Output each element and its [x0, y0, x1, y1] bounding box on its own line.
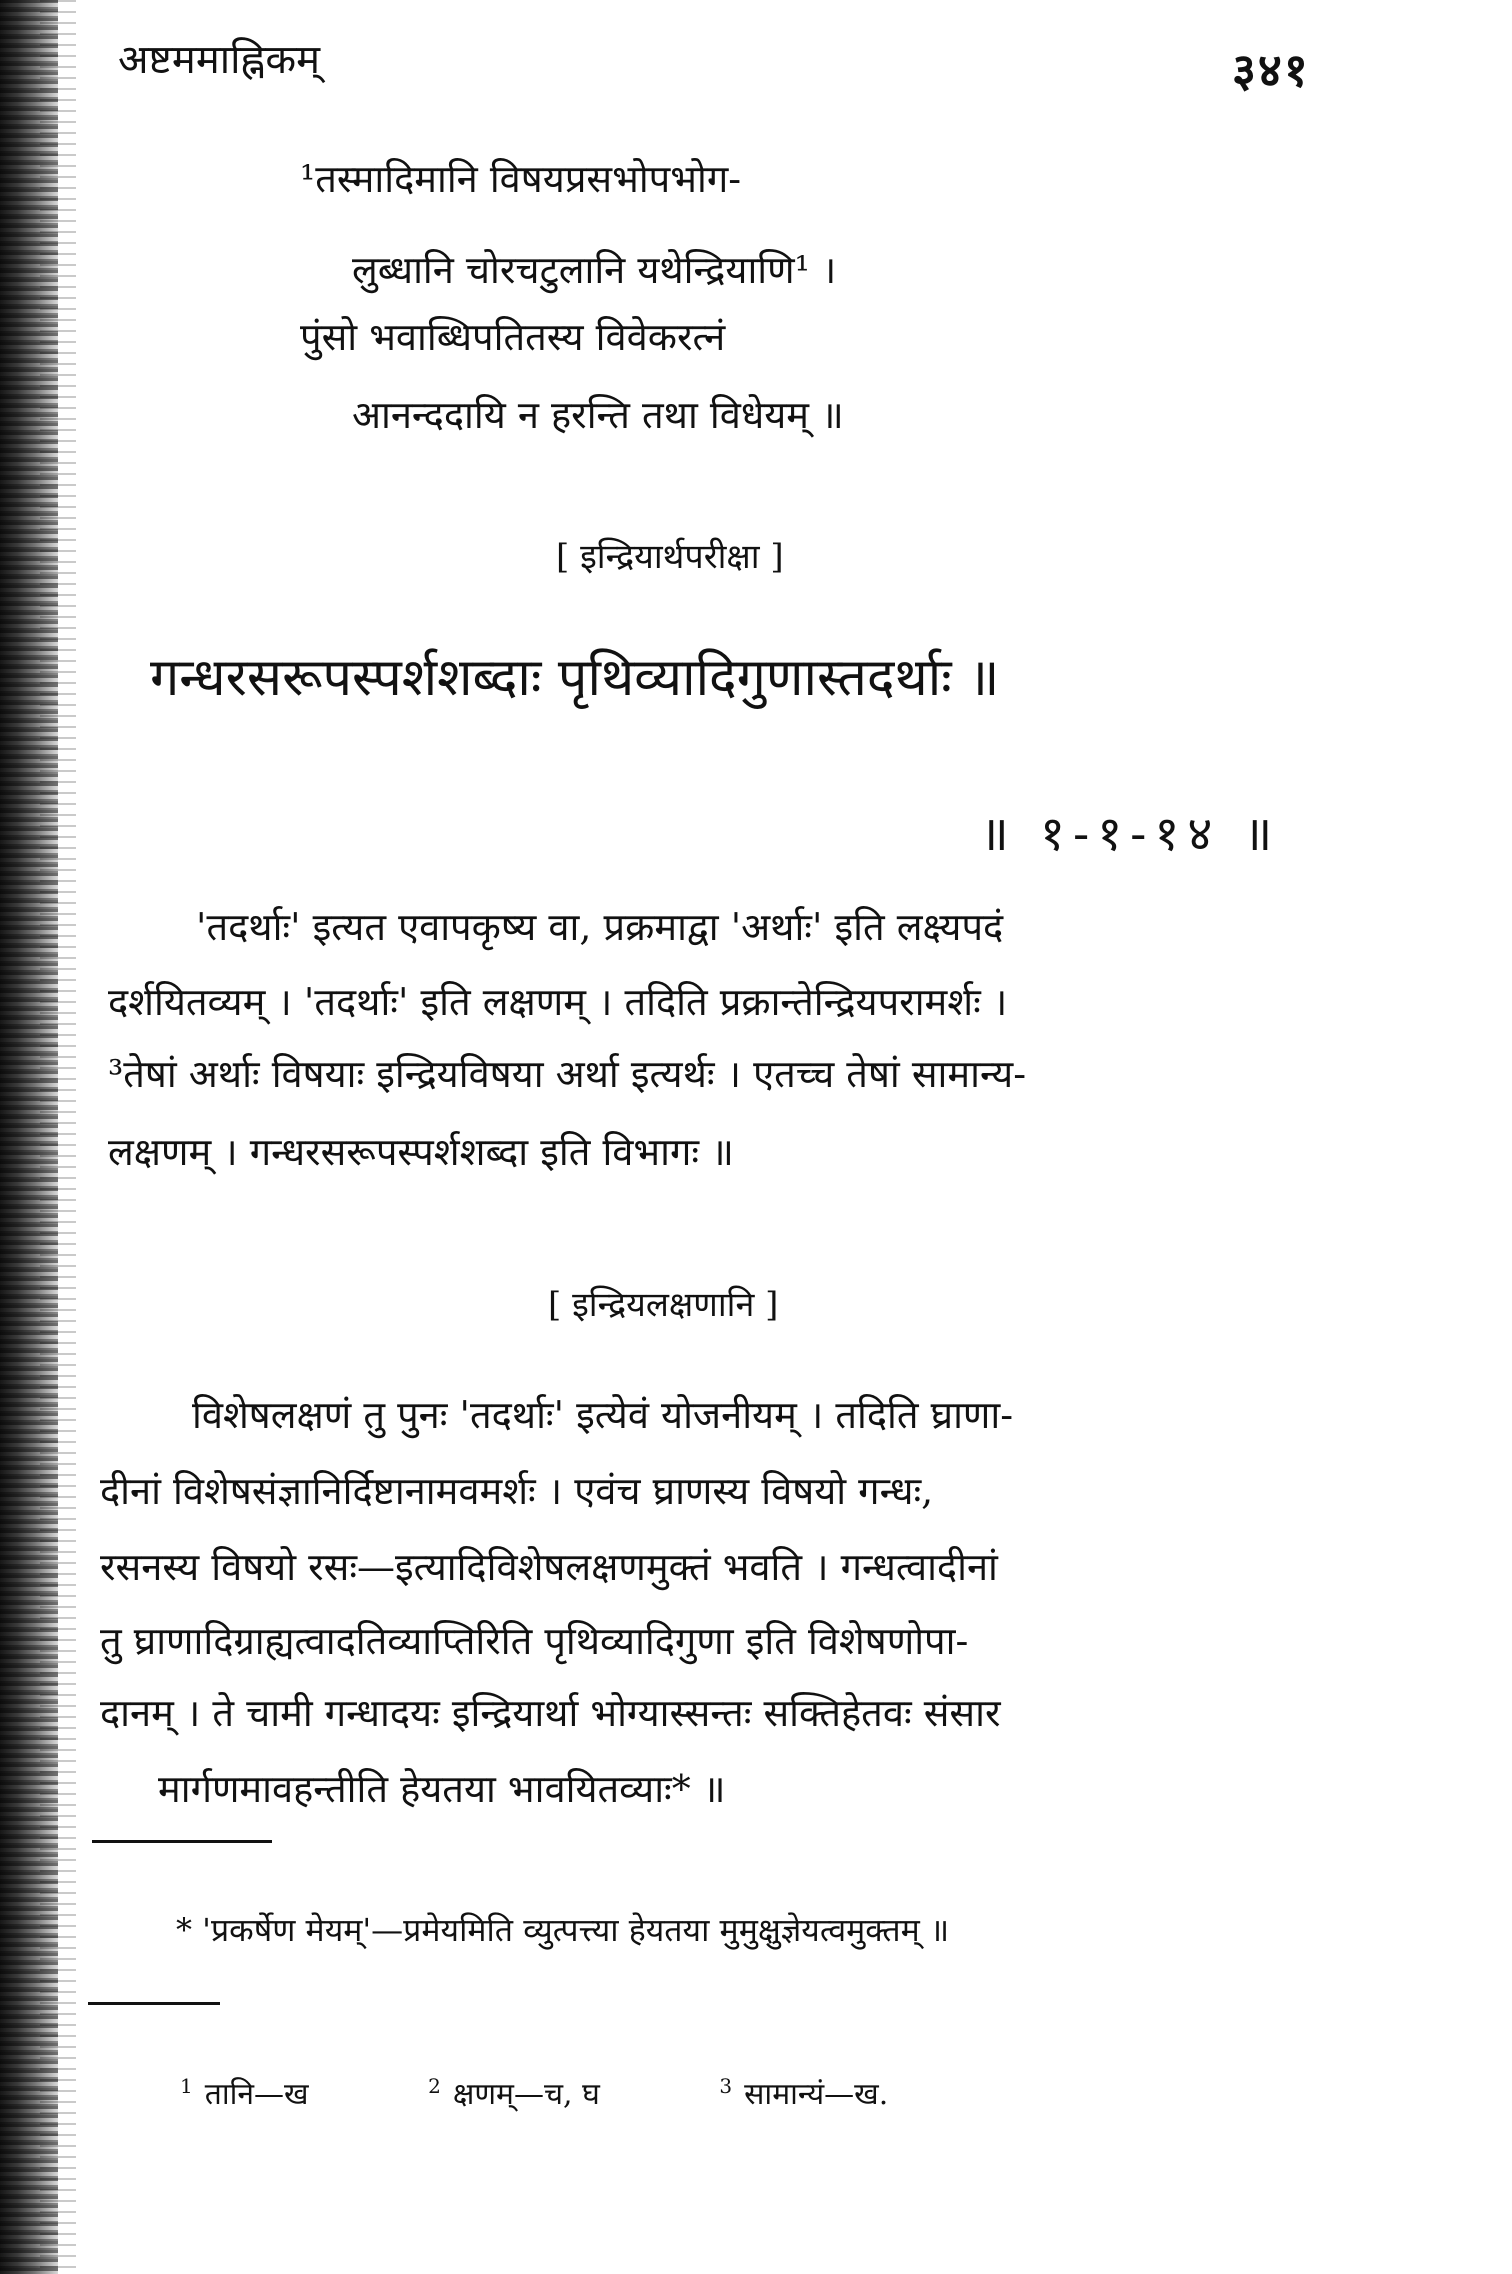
paragraph-2-line: रसनस्य विषयो रसः—इत्यादिविशेषलक्षणमुक्तं भवति । गन्धत्वादीनां	[100, 1545, 998, 1589]
verse-line-3: पुंसो भवाब्धिपतितस्य विवेकरत्नं	[300, 315, 726, 359]
verse-line-4: आनन्ददायि न हरन्ति तथा विधेयम् ॥	[352, 393, 844, 437]
paragraph-1-line: लक्षणम् । गन्धरसरूपस्पर्शशब्दा इति विभागः ॥	[108, 1130, 734, 1174]
sutra-text: गन्धरसरूपस्पर्शशब्दाः पृथिव्यादिगुणास्तदर्थाः ॥	[150, 648, 1000, 708]
variant-readings	[180, 2072, 1280, 2113]
paragraph-2-line: मार्गणमावहन्तीति हेयतया भावयितव्याः* ॥	[158, 1767, 726, 1811]
footnote-text: तानि—ख	[204, 2077, 309, 2112]
paragraph-2-line: दीनां विशेषसंज्ञानिर्दिष्टानामवमर्शः । एवंच घ्राणस्य विषयो गन्धः,	[100, 1469, 934, 1513]
footnote-mark: 3	[719, 2074, 733, 2098]
footnote-text: सामान्यं—ख.	[744, 2077, 889, 2112]
verse-line-1: ¹तस्मादिमानि विषयप्रसभोपभोग-	[300, 157, 742, 201]
sutra-number: ॥ १-१-१४ ॥	[980, 806, 1281, 862]
paragraph-1-line: ³तेषां अर्थाः विषयाः इन्द्रियविषया अर्था इत्यर्थः । एतच्च तेषां सामान्य-	[108, 1052, 1027, 1096]
footnote-divider	[88, 2002, 220, 2005]
footnote-divider	[92, 1840, 272, 1843]
section-heading-indriya-lakshanani: [ इन्द्रियलक्षणानि ]	[548, 1285, 779, 1325]
paragraph-1-line: 'तदर्थाः' इत्यत एवापकृष्य वा, प्रक्रमाद्वा 'अर्थाः' इति लक्ष्यपदं	[196, 905, 1004, 949]
paragraph-2-line: विशेषलक्षणं तु पुनः 'तदर्थाः' इत्येवं योजनीयम् । तदिति घ्राणा-	[192, 1393, 1014, 1437]
paragraph-2-line: दानम् । ते चामी गन्धादयः इन्द्रियार्था भोग्यास्सन्तः सक्तिहेतवः संसार	[100, 1691, 1001, 1735]
paragraph-1-line: दर्शयितव्यम् । 'तदर्थाः' इति लक्षणम् । तदिति प्रक्रान्तेन्द्रियपरामर्शः ।	[108, 980, 1008, 1024]
footnote-mark: 2	[428, 2074, 441, 2098]
running-header: अष्टममाह्निकम्	[118, 37, 320, 83]
page-number: ३४१	[1232, 43, 1310, 97]
section-heading-indriyartha-pariksha: [ इन्द्रियार्थपरीक्षा ]	[556, 537, 784, 577]
footnote-item	[180, 2072, 309, 2113]
paragraph-2-line: तु घ्राणादिग्राह्यत्वादतिव्याप्तिरिति पृथिव्यादिगुणा इति विशेषणोपा-	[100, 1619, 969, 1663]
verse-line-2: लुब्धानि चोरचटुलानि यथेन्द्रियाणि¹ ।	[352, 248, 837, 292]
footnote-item	[719, 2072, 888, 2113]
footnote-text: क्षणम्—च, घ	[452, 2077, 600, 2112]
footnote-mark: 1	[180, 2074, 193, 2098]
footnote-item	[428, 2072, 600, 2113]
footnote-star: * 'प्रकर्षेण मेयम्'—प्रमेयमिति व्युत्पत्त्या हेयतया मुमुक्षुज्ञेयत्वमुक्तम् ॥	[176, 1911, 950, 1949]
